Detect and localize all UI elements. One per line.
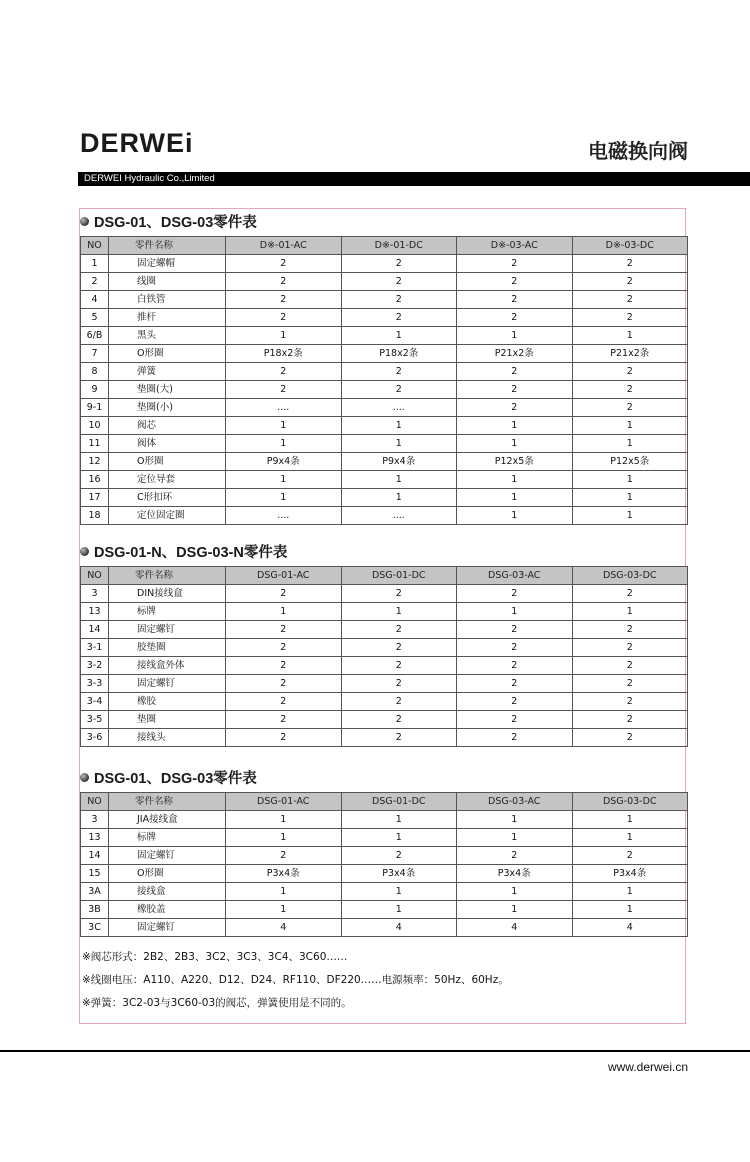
cell-quantity: 2 <box>226 291 342 309</box>
cell-quantity: 2 <box>226 847 342 865</box>
cell-quantity: 2 <box>341 309 457 327</box>
cell-quantity: 2 <box>572 621 688 639</box>
table-row <box>81 417 688 435</box>
cell-quantity: 1 <box>457 435 573 453</box>
cell-quantity: 1 <box>457 417 573 435</box>
cell-quantity: P12x5条 <box>457 453 573 471</box>
table-row <box>81 309 688 327</box>
cell-quantity: 1 <box>226 417 342 435</box>
cell-quantity: 1 <box>341 901 457 919</box>
cell-no: 4 <box>81 291 109 309</box>
cell-quantity: 2 <box>572 363 688 381</box>
cell-quantity: 1 <box>341 603 457 621</box>
cell-quantity: 1 <box>457 829 573 847</box>
cell-quantity: 2 <box>457 255 573 273</box>
cell-quantity: 4 <box>457 919 573 937</box>
cell-no: 3B <box>81 901 109 919</box>
table-row <box>81 327 688 345</box>
cell-quantity: 1 <box>226 471 342 489</box>
table-row <box>81 291 688 309</box>
cell-quantity: .... <box>226 399 342 417</box>
table-row <box>81 639 688 657</box>
cell-quantity: 2 <box>457 363 573 381</box>
table-row <box>81 381 688 399</box>
cell-no: 15 <box>81 865 109 883</box>
parts-table-3 <box>80 792 688 937</box>
cell-part-name: 橡胶 <box>109 693 226 711</box>
header-model: DSG-01-AC <box>226 567 342 585</box>
cell-no: 8 <box>81 363 109 381</box>
header-model: DSG-01-DC <box>341 793 457 811</box>
cell-part-name: 固定螺钉 <box>109 675 226 693</box>
cell-quantity: P18x2条 <box>341 345 457 363</box>
table-row <box>81 399 688 417</box>
cell-quantity: 2 <box>341 711 457 729</box>
cell-part-name: 接线头 <box>109 729 226 747</box>
cell-part-name: 固定螺帽 <box>109 255 226 273</box>
cell-no: 2 <box>81 273 109 291</box>
table-row <box>81 255 688 273</box>
cell-no: 11 <box>81 435 109 453</box>
cell-quantity: 2 <box>457 291 573 309</box>
cell-quantity: P3x4条 <box>457 865 573 883</box>
header-model: DSG-03-DC <box>572 793 688 811</box>
note-line: ※阀芯形式：2B2、2B3、3C2、3C3、3C4、3C60…… <box>82 951 348 963</box>
cell-part-name: O形圈 <box>109 453 226 471</box>
table-row <box>81 657 688 675</box>
page-title: 电磁换向阀 <box>588 139 688 163</box>
cell-no: 14 <box>81 847 109 865</box>
cell-quantity: 1 <box>572 603 688 621</box>
cell-quantity: 1 <box>572 883 688 901</box>
cell-quantity: 2 <box>341 291 457 309</box>
header-no: NO <box>81 237 109 255</box>
cell-quantity: 2 <box>341 729 457 747</box>
cell-no: 6/B <box>81 327 109 345</box>
cell-part-name: 推杆 <box>109 309 226 327</box>
cell-quantity: P3x4条 <box>341 865 457 883</box>
cell-quantity: 2 <box>341 847 457 865</box>
footer-divider <box>0 1050 750 1052</box>
cell-quantity: 2 <box>341 381 457 399</box>
table-row <box>81 471 688 489</box>
cell-quantity: 1 <box>572 507 688 525</box>
cell-quantity: 2 <box>457 675 573 693</box>
cell-no: 5 <box>81 309 109 327</box>
cell-quantity: P9x4条 <box>341 453 457 471</box>
cell-quantity: 2 <box>572 255 688 273</box>
header-part-name: 零件名称 <box>109 567 226 585</box>
cell-part-name: 标牌 <box>109 829 226 847</box>
cell-quantity: 2 <box>226 585 342 603</box>
cell-part-name: 白铁管 <box>109 291 226 309</box>
cell-quantity: 2 <box>341 639 457 657</box>
table-row <box>81 273 688 291</box>
cell-no: 3-3 <box>81 675 109 693</box>
table-row <box>81 711 688 729</box>
table-row <box>81 603 688 621</box>
cell-quantity: 2 <box>572 847 688 865</box>
table-row <box>81 901 688 919</box>
cell-no: 3C <box>81 919 109 937</box>
cell-no: 14 <box>81 621 109 639</box>
cell-quantity: 1 <box>457 489 573 507</box>
cell-quantity: 2 <box>226 381 342 399</box>
cell-quantity: 2 <box>572 639 688 657</box>
parts-table-1 <box>80 236 688 525</box>
cell-quantity: 1 <box>226 901 342 919</box>
note-line: ※线圈电压：A110、A220、D12、D24、RF110、DF220……电源频率：50Hz、60Hz。 <box>82 974 509 986</box>
cell-quantity: 2 <box>572 273 688 291</box>
note-line: ※弹簧：3C2-03与3C60-03的阀芯，弹簧使用是不同的。 <box>82 997 352 1009</box>
cell-quantity: .... <box>226 507 342 525</box>
cell-no: 3A <box>81 883 109 901</box>
cell-no: 3 <box>81 585 109 603</box>
section-title-3: DSG-01、DSG-03零件表 <box>80 770 257 788</box>
cell-no: 3-1 <box>81 639 109 657</box>
cell-quantity: 1 <box>341 417 457 435</box>
cell-quantity: P21x2条 <box>572 345 688 363</box>
cell-part-name: 定位导套 <box>109 471 226 489</box>
header-part-name: 零件名称 <box>109 793 226 811</box>
cell-no: 13 <box>81 603 109 621</box>
table-row <box>81 693 688 711</box>
cell-part-name: 线圈 <box>109 273 226 291</box>
cell-quantity: 2 <box>341 585 457 603</box>
cell-quantity: 2 <box>341 273 457 291</box>
cell-quantity: 2 <box>341 657 457 675</box>
cell-quantity: 1 <box>341 883 457 901</box>
cell-part-name: 黑头 <box>109 327 226 345</box>
cell-quantity: 2 <box>572 399 688 417</box>
cell-quantity: 2 <box>457 847 573 865</box>
table-row <box>81 435 688 453</box>
header-model: DSG-01-AC <box>226 793 342 811</box>
table-row <box>81 345 688 363</box>
section-title-2: DSG-01-N、DSG-03-N零件表 <box>80 544 287 562</box>
cell-quantity: 2 <box>572 585 688 603</box>
header-model: DSG-03-AC <box>457 793 573 811</box>
cell-quantity: 1 <box>341 811 457 829</box>
cell-quantity: 1 <box>341 489 457 507</box>
cell-quantity: 2 <box>226 657 342 675</box>
cell-quantity: 1 <box>226 489 342 507</box>
cell-quantity: 2 <box>457 273 573 291</box>
header-no: NO <box>81 567 109 585</box>
cell-quantity: 2 <box>457 621 573 639</box>
website-link[interactable]: www.derwei.cn <box>607 1060 688 1074</box>
cell-quantity: 2 <box>457 693 573 711</box>
cell-no: 16 <box>81 471 109 489</box>
cell-quantity: 2 <box>341 693 457 711</box>
cell-part-name: O形圈 <box>109 865 226 883</box>
table-row <box>81 507 688 525</box>
cell-quantity: 2 <box>572 291 688 309</box>
cell-quantity: .... <box>341 399 457 417</box>
table-row <box>81 865 688 883</box>
cell-no: 3 <box>81 811 109 829</box>
cell-quantity: 2 <box>457 309 573 327</box>
cell-quantity: 1 <box>341 471 457 489</box>
cell-part-name: 定位固定圈 <box>109 507 226 525</box>
cell-quantity: 2 <box>226 363 342 381</box>
header-no: NO <box>81 793 109 811</box>
cell-quantity: 1 <box>226 883 342 901</box>
cell-quantity: 2 <box>226 639 342 657</box>
cell-quantity: 2 <box>457 711 573 729</box>
cell-quantity: 2 <box>341 621 457 639</box>
header-model: DSG-01-DC <box>341 567 457 585</box>
cell-part-name: 接线盒外体 <box>109 657 226 675</box>
cell-quantity: 2 <box>341 675 457 693</box>
cell-quantity: 1 <box>226 603 342 621</box>
cell-quantity: P3x4条 <box>572 865 688 883</box>
cell-part-name: 标牌 <box>109 603 226 621</box>
cell-part-name: 弹簧 <box>109 363 226 381</box>
table-row <box>81 847 688 865</box>
cell-part-name: 阀体 <box>109 435 226 453</box>
cell-quantity: 4 <box>572 919 688 937</box>
cell-quantity: 4 <box>341 919 457 937</box>
bullet-icon <box>80 547 89 556</box>
cell-quantity: 2 <box>457 399 573 417</box>
cell-no: 17 <box>81 489 109 507</box>
cell-quantity: 1 <box>572 417 688 435</box>
table-row <box>81 811 688 829</box>
cell-quantity: 1 <box>457 901 573 919</box>
cell-part-name: O形圈 <box>109 345 226 363</box>
table-row <box>81 883 688 901</box>
cell-part-name: DIN接线盒 <box>109 585 226 603</box>
cell-quantity: 1 <box>457 327 573 345</box>
cell-quantity: 1 <box>341 829 457 847</box>
company-name: DERWEI Hydraulic Co.,Limited <box>84 173 215 184</box>
cell-quantity: 1 <box>226 327 342 345</box>
cell-quantity: 2 <box>226 255 342 273</box>
cell-quantity: 2 <box>572 693 688 711</box>
cell-part-name: JIA接线盒 <box>109 811 226 829</box>
cell-quantity: 2 <box>457 381 573 399</box>
cell-quantity: 1 <box>457 471 573 489</box>
cell-quantity: 1 <box>226 435 342 453</box>
cell-no: 3-6 <box>81 729 109 747</box>
notes <box>82 946 509 1015</box>
cell-quantity: 4 <box>226 919 342 937</box>
cell-no: 18 <box>81 507 109 525</box>
cell-part-name: 阀芯 <box>109 417 226 435</box>
cell-part-name: 垫圈(小) <box>109 399 226 417</box>
cell-quantity: P9x4条 <box>226 453 342 471</box>
table-row <box>81 675 688 693</box>
cell-quantity: 1 <box>572 489 688 507</box>
header-model: DSG-03-DC <box>572 567 688 585</box>
cell-quantity: 1 <box>457 507 573 525</box>
table-row <box>81 829 688 847</box>
cell-no: 1 <box>81 255 109 273</box>
cell-no: 10 <box>81 417 109 435</box>
cell-quantity: P18x2条 <box>226 345 342 363</box>
cell-quantity: P21x2条 <box>457 345 573 363</box>
cell-quantity: P12x5条 <box>572 453 688 471</box>
cell-quantity: 2 <box>457 729 573 747</box>
cell-quantity: 2 <box>226 711 342 729</box>
cell-quantity: 2 <box>572 309 688 327</box>
cell-part-name: 固定螺钉 <box>109 847 226 865</box>
cell-quantity: 1 <box>572 811 688 829</box>
cell-quantity: 1 <box>572 829 688 847</box>
cell-quantity: 2 <box>572 711 688 729</box>
cell-no: 3-4 <box>81 693 109 711</box>
cell-quantity: 2 <box>226 675 342 693</box>
table-row <box>81 585 688 603</box>
header-model: D※-01-DC <box>341 237 457 255</box>
cell-quantity: 1 <box>572 901 688 919</box>
cell-part-name: 橡胶盖 <box>109 901 226 919</box>
cell-no: 3-5 <box>81 711 109 729</box>
cell-no: 7 <box>81 345 109 363</box>
cell-part-name: 胶垫圈 <box>109 639 226 657</box>
cell-quantity: 2 <box>226 693 342 711</box>
cell-quantity: 1 <box>226 811 342 829</box>
cell-quantity: 2 <box>226 621 342 639</box>
cell-quantity: 1 <box>341 327 457 345</box>
cell-part-name: C形扣环 <box>109 489 226 507</box>
bullet-icon <box>80 217 89 226</box>
cell-no: 3-2 <box>81 657 109 675</box>
cell-quantity: 2 <box>457 639 573 657</box>
cell-no: 13 <box>81 829 109 847</box>
cell-quantity: 1 <box>226 829 342 847</box>
cell-quantity: 1 <box>572 435 688 453</box>
cell-quantity: .... <box>341 507 457 525</box>
table-row <box>81 919 688 937</box>
cell-quantity: 2 <box>572 657 688 675</box>
cell-quantity: 2 <box>457 585 573 603</box>
cell-quantity: 1 <box>341 435 457 453</box>
cell-quantity: 1 <box>457 603 573 621</box>
table-row <box>81 363 688 381</box>
cell-quantity: 2 <box>226 309 342 327</box>
cell-no: 9 <box>81 381 109 399</box>
cell-part-name: 垫圈(大) <box>109 381 226 399</box>
brand-logo: DERWEi <box>80 128 194 158</box>
cell-part-name: 接线盒 <box>109 883 226 901</box>
cell-no: 9-1 <box>81 399 109 417</box>
cell-no: 12 <box>81 453 109 471</box>
cell-quantity: 2 <box>572 381 688 399</box>
parts-table-2 <box>80 566 688 747</box>
header-model: D※-01-AC <box>226 237 342 255</box>
cell-quantity: 2 <box>457 657 573 675</box>
cell-part-name: 垫圈 <box>109 711 226 729</box>
table-row <box>81 621 688 639</box>
cell-part-name: 固定螺钉 <box>109 621 226 639</box>
cell-quantity: 2 <box>572 675 688 693</box>
cell-quantity: 2 <box>226 729 342 747</box>
cell-quantity: 2 <box>572 729 688 747</box>
cell-quantity: 1 <box>457 811 573 829</box>
section-title-1: DSG-01、DSG-03零件表 <box>80 214 257 232</box>
cell-part-name: 固定螺钉 <box>109 919 226 937</box>
cell-quantity: 2 <box>341 255 457 273</box>
cell-quantity: P3x4条 <box>226 865 342 883</box>
table-row <box>81 729 688 747</box>
header-model: DSG-03-AC <box>457 567 573 585</box>
header-model: D※-03-DC <box>572 237 688 255</box>
bullet-icon <box>80 773 89 782</box>
cell-quantity: 2 <box>226 273 342 291</box>
cell-quantity: 1 <box>457 883 573 901</box>
cell-quantity: 1 <box>572 327 688 345</box>
header-part-name: 零件名称 <box>109 237 226 255</box>
header-model: D※-03-AC <box>457 237 573 255</box>
cell-quantity: 2 <box>341 363 457 381</box>
table-row <box>81 489 688 507</box>
table-row <box>81 453 688 471</box>
cell-quantity: 1 <box>572 471 688 489</box>
